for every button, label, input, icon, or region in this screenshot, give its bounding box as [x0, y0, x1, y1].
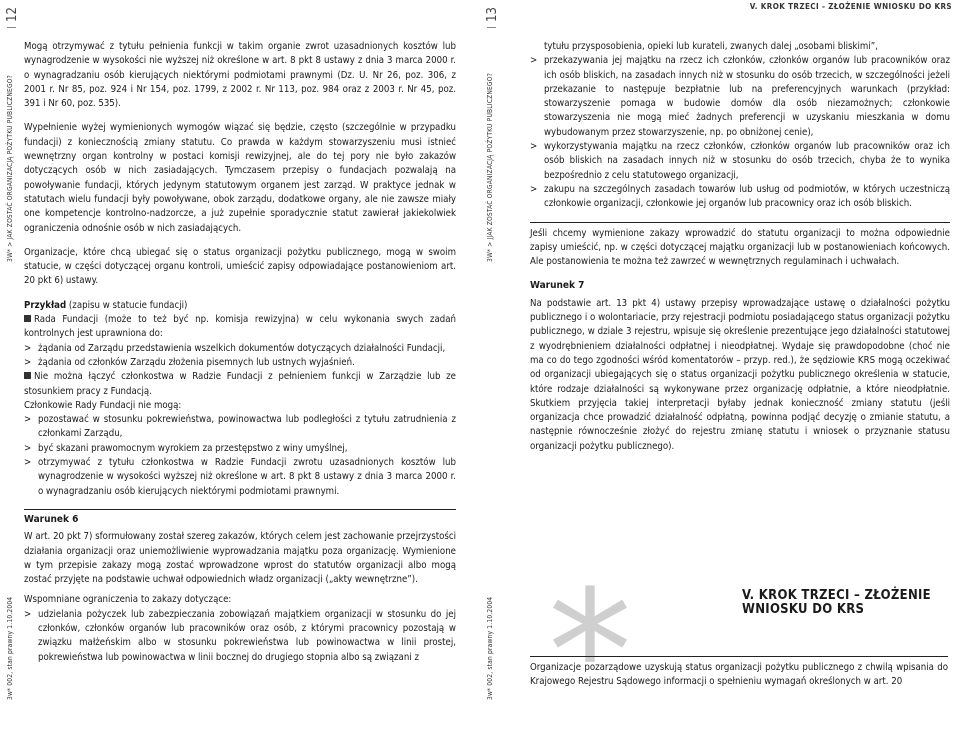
condition-title: Warunek 6: [24, 513, 79, 525]
main-column: [530, 40, 950, 454]
square-bullet-icon: [24, 315, 31, 322]
section-intro: Organizacje pozarządowe uzyskują status organizacji pożytku publicznego z chwilą wpisania do Krajowego Rejestru Sądowego informacji o spełnieniu wymagań określonych w art. 20: [530, 656, 948, 690]
page-number: 12: [5, 7, 20, 22]
page-header: V. KROK TRZECI - ZŁOŻENIE WNIOSKU DO KRS: [749, 2, 952, 11]
running-title: 3W* > JAK ZOSTAĆ ORGANIZACJĄ POŻYTKU PUBLICZNEGO?: [6, 75, 14, 262]
paragraph: Mogą otrzymywać z tytułu pełnienia funkcji w takim organie zwrot uzasadnionych kosztów lub wynagrodzenie w wysokości nie wyższej niż określone w art. 8 pkt 8 ustawy z dnia 3 marca 2000 r. o wynagradzaniu osób kierujących niektórymi podmiotami prawnymi (Dz. U. Nr 26, poz. 306, z 2001 r. Nr 85, poz. 924 i Nr 154, poz. 1799, z 2002 r. Nr 113, poz. 984 oraz z 2003 r. Nr 45, poz. 391 i Nr 60, poz. 535).: [24, 41, 456, 110]
restrictions-intro: Wspomniane ograniczenia to zakazy dotyczące:: [24, 594, 232, 606]
section-title: [742, 589, 952, 617]
list-item: > żądania od członków Zarządu złożenia pisemnych lub ustnych wyjaśnień.: [24, 356, 456, 370]
paragraph: Na podstawie art. 13 pkt 4) ustawy przepisy wprowadzające ustawę o działalności pożytku publicznego i o wolontariacie, przy rejestracji podmiotu posiadającego status organizacji pożytku publicznego, w dziale 3 rejestru, wpisuje się określenie prezentujące jego działalności statutowej z wyodrębnieniem działalności odpłatnej i nieodpłatnej. Wydaje się prawdopodobne (choć nie ma co do tego zgodności wśród komentatorów – przyp. red.), że sędziowie KRS mogą oczekiwać od organizacji ubiegających się o status organizacji pożytku publicznego określenia w statucie, które rodzaje działalności są wykonywane przez organizację odpłatnie, a które nieodpłatnie. Skutkiem przyjęcia takiej interpretacji byłaby jednak konieczność zmiany statutu (jeśli organizacja chce prowadzić działalność odpłatną, powinna podjąć decyzję o zmianie statutu, a następnie równocześnie złożyć do rejestru zmianę statutu i wniosek o przyznanie statusu organizacji pożytku publicznego).: [530, 297, 950, 452]
list-item: > żądania od Zarządu przedstawienia wszelkich dokumentów dotyczących działalności Fundacji,: [24, 342, 456, 356]
condition-title: Warunek 7: [530, 280, 585, 292]
divider: [487, 27, 496, 28]
running-title: 3W* > JJAK ZOSTAĆ ORGANIZACJĄ POŻYTKU PUBLICZNEGO?: [486, 73, 494, 262]
paragraph: Jeśli chcemy wymienione zakazy wprowadzić do statutu organizacji to można odpowiednie zapisy umieścić, np. w części dotyczącej majątku organizacji lub w postanowieniach końcowych. Ale postanowienia te można też zawrzeć w wewnętrznych regulaminach i uchwałach.: [530, 222, 950, 270]
example-text: Rada Fundacji (może to też być np. komisja rewizyjna) w celu wykonania swych zadań kontrolnych jest uprawniona do:: [24, 314, 456, 340]
example-list: [24, 413, 456, 499]
list-item: > udzielania pożyczek lub zabezpieczania zobowiązań majątkiem organizacji w stosunku do jej członków, członków organów lub pracowników oraz osób, z którymi pracownicy pozostają w związku małżeńskim albo w stosunku pokrewieństwa lub powinowactwa w linii prostej, pokrewieństwa lub powinowactwa w linii bocznej do drugiego stopnia albo są związani z: [24, 608, 456, 665]
example-note: (zapisu w statucie fundacji): [66, 299, 188, 311]
edition-info: 3w* 002, stan prawny 1.10.2004: [6, 596, 14, 700]
continued-text: tytułu przysposobienia, opieki lub kurateli, zwanych dalej „osobami bliskimi”,: [544, 41, 878, 52]
section-title-line: WNIOSKU DO KRS: [742, 602, 865, 617]
restrictions-list-continued: [530, 54, 950, 211]
section-title-line: V. KROK TRZECI – ZŁOŻENIE: [742, 588, 931, 603]
paragraph: Organizacje, które chcą ubiegać się o status organizacji pożytku publicznego, mogą w swoim statucie, w części dotyczącej organu kontroli, umieścić zapisy odpowiadające postanowieniom art. 20 pkt 6) ustawy.: [24, 246, 456, 287]
right-sidebar: [486, 0, 500, 707]
list-item: > pozostawać w stosunku pokrewieństwa, powinowactwa lub podległości z tytułu zatrudnienia z członkami Zarządu,: [24, 413, 456, 442]
square-bullet-icon: [24, 372, 31, 379]
list-item: > otrzymywać z tytułu członkostwa w Radzie Fundacji zwrotu uzasadnionych kosztów lub wynagrodzenie w wysokości wyższej niż określone w art. 8 pkt 8 ustawy z dnia 3 marca 2000 r. o wynagradzaniu osób kierujących niektórymi podmiotami prawnymi.: [24, 456, 456, 499]
condition-7-box: [530, 279, 950, 454]
edition-info: 3w* 002, stan prawny 1.10.2004: [486, 596, 494, 700]
main-column: [24, 40, 456, 665]
list-item: > być skazani prawomocnym wyrokiem za przestępstwo z winy umyślnej,: [24, 442, 456, 456]
paragraph: W art. 20 pkt 7) sformułowany został szereg zakazów, których celem jest zachowanie przejrzystości działania organizacji oraz uniemożliwienie wyprowadzania majątku poza organizację. Wymienione w tym przepisie zakazy mogą zostać wprowadzone wprost do statutów organizacji albo mogą zostać przyjęte na podstawie uchwał odpowiednich władz organizacji („akty wewnętrzne”).: [24, 531, 456, 586]
list-item: > przekazywania jej majątku na rzecz ich członków, członków organów lub pracowników oraz ich osób bliskich, na zasadach innych niż w stosunku do osób trzecich, w szczególności jeżeli przekazanie to następuje bezpłatnie lub na preferencyjnych warunkach (przykład: stowarzyszenie pomaga w budowie domów dla osób niezamożnych; członkowie stowarzyszenia nie mogą mieć żadnych preferencji w uzyskaniu mieszkania w domu wybudowanym przez stowarzyszenie, np. po obniżonej cenie),: [530, 54, 950, 140]
example-text: Członkowie Rady Fundacji nie mogą:: [24, 399, 182, 411]
left-sidebar: [6, 0, 20, 707]
condition-6-box: [24, 509, 456, 665]
list-item: > wykorzystywania majątku na rzecz członków, członków organów lub pracowników oraz ich osób bliskich na zasadach innych niż w stosunku do osób trzecich, chyba że to wynika bezpośrednio z celu statutowego organizacji,: [530, 140, 950, 183]
example-block: [24, 299, 456, 499]
left-page: [0, 0, 480, 707]
paragraph: Wypełnienie wyżej wymienionych wymogów wiązać się będzie, często (szczególnie w przypadku fundacji) z koniecznością zmiany statutu. Co prawda w każdym stowarzyszeniu musi istnieć wewnętrzny organ kontrolny w postaci komisji rewizyjnej, ale do tej pory nie było zakazów dotyczących osób w nich zasiadających. Tymczasem przepisy o fundacjach pozwalają na powoływanie fundacji, których jedynym statutowym organem jest zarząd. W praktyce jednak w statutach wielu fundacji były powoływane, obok zarządu, dodatkowe organy, ale nie zawsze miały one kompetencje kontrolno-nadzorcze, a już zupełnie sporadycznie statut zawierał jakiekolwiek ograniczenia odnośnie osób w nich zasiadających.: [24, 122, 456, 234]
divider: [7, 27, 16, 28]
example-text: Nie można łączyć członkostwa w Radzie Fundacji z pełnieniem funkcji w Zarządzie lub ze stosunkiem pracy z Fundacją.: [24, 371, 456, 397]
asterisk-icon: *: [548, 554, 632, 750]
list-item: > zakupu na szczególnych zasadach towarów lub usług od podmiotów, w których uczestniczą członkowie organizacji, członkowie jej organów lub pracownicy oraz ich osób bliskich.: [530, 183, 950, 212]
example-label: Przykład: [24, 299, 67, 311]
restrictions-list: [24, 608, 456, 665]
example-list: [24, 342, 456, 371]
right-page: [480, 0, 960, 750]
page-number: 13: [485, 7, 500, 22]
